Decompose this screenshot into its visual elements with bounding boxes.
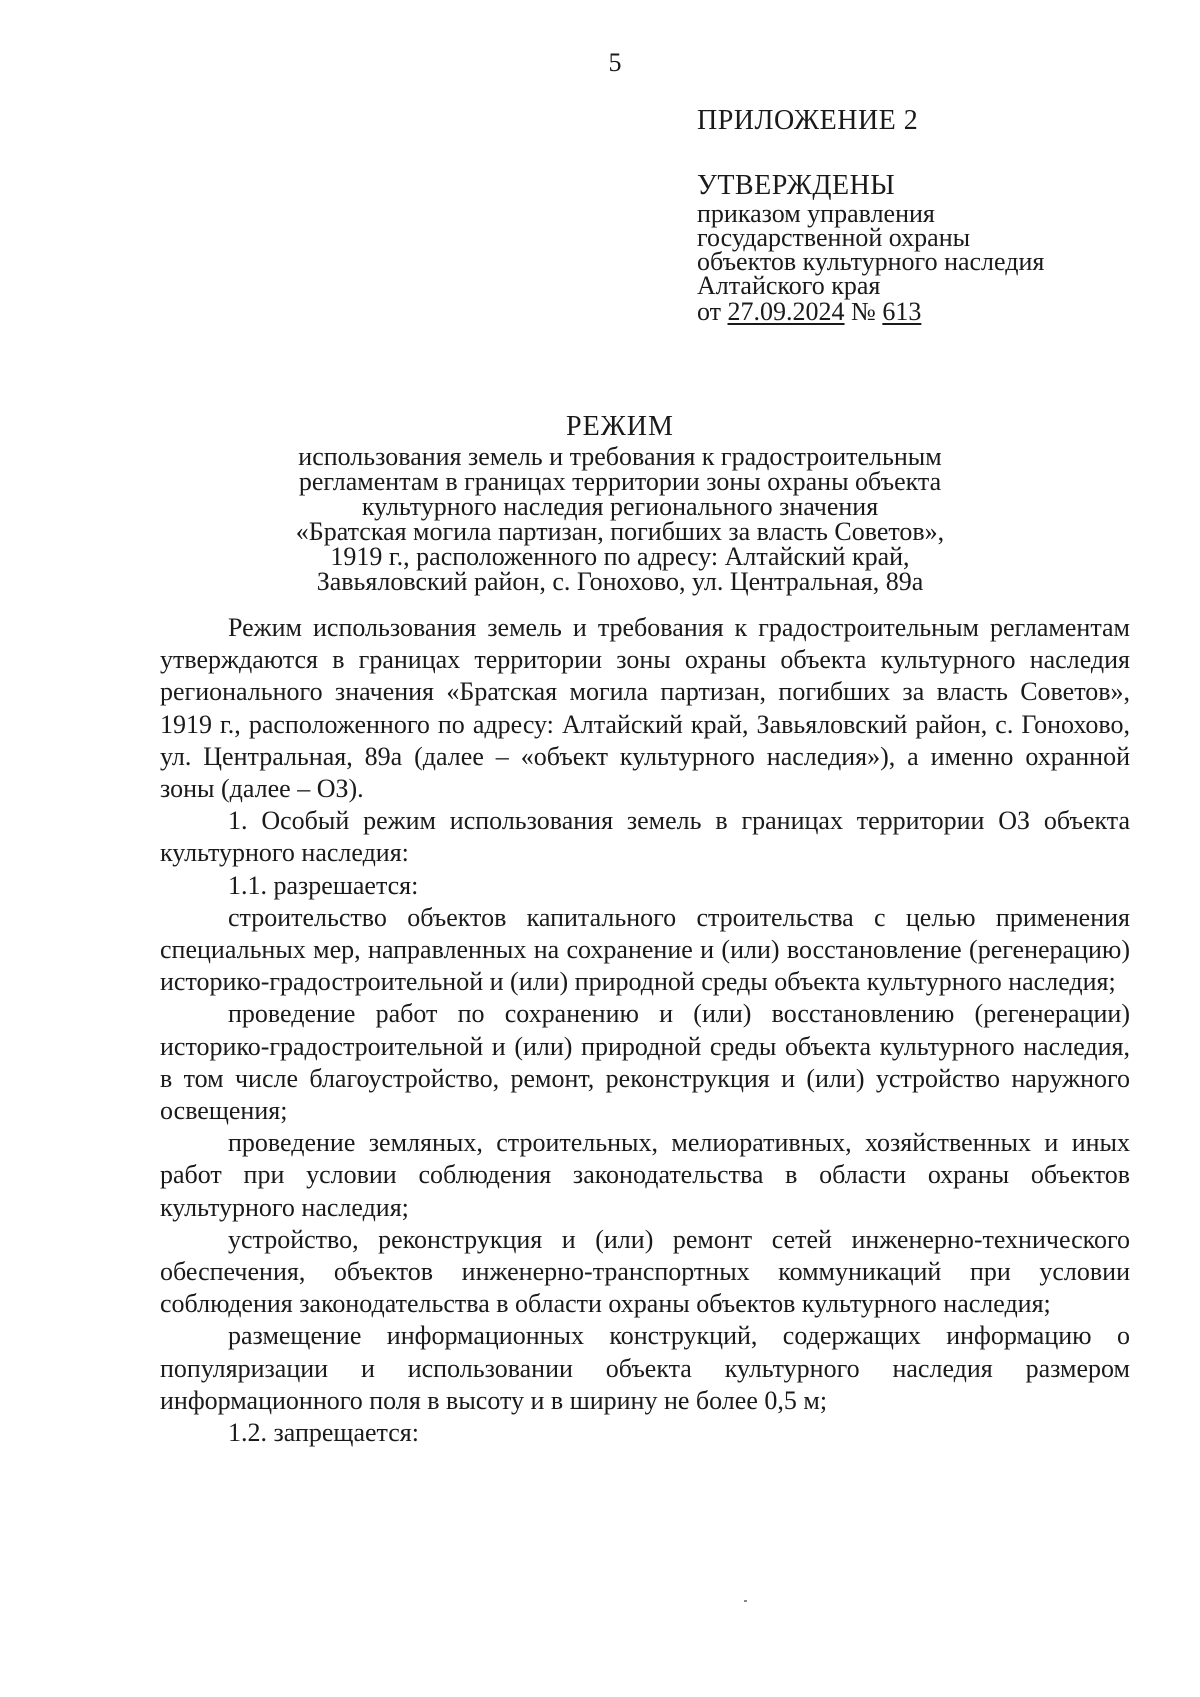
- allowed-item: устройство, реконструкция и (или) ремонт сетей инженерно-технического обеспечения, объектов инженерно-транспортных коммуникаций при условии соблюдения законодательства в области охраны объектов культурного наследия;: [160, 1224, 1130, 1319]
- order-date-line: [697, 298, 1157, 326]
- approved-label: УТВЕРЖДЕНЫ: [697, 170, 896, 201]
- annex-label: ПРИЛОЖЕНИЕ 2: [697, 105, 919, 136]
- title-block: [160, 410, 1080, 594]
- order-date: 27.09.2024: [727, 297, 845, 326]
- number-sign: №: [851, 297, 876, 326]
- page-number: 5: [608, 48, 622, 77]
- item-1-2: 1.2. запрещается:: [228, 1418, 419, 1448]
- title-line: использования земель и требования к градостроительным: [298, 442, 942, 471]
- approval-line: Алтайского края: [697, 271, 881, 300]
- scan-speck: [744, 1600, 747, 1602]
- approval-line: объектов культурного наследия: [697, 247, 1045, 276]
- title-line: Завьяловский район, с. Гонохово, ул. Центральная, 89а: [316, 567, 924, 596]
- intro-paragraph: Режим использования земель и требования к градостроительным регламентам утверждаются в границах территории зоны охраны объекта культурного наследия регионального значения «Братская могила партизан, погибших за власть Советов», 1919 г., расположенного по адресу: Алтайский край, Завьяловский район, с. Гонохово, ул. Центральная, 89а (далее – «объект культурного наследия»), а именно охранной зоны (далее – ОЗ).: [160, 613, 1130, 804]
- allowed-item: проведение земляных, строительных, мелиоративных, хозяйственных и иных работ при условии соблюдения законодательства в области охраны объектов культурного наследия;: [160, 1128, 1130, 1222]
- item-1: 1. Особый режим использования земель в границах территории ОЗ объекта культурного наследия:: [160, 806, 1130, 868]
- document-title: РЕЖИМ: [566, 411, 674, 442]
- date-prefix: от: [697, 297, 722, 326]
- allowed-item: проведение работ по сохранению и (или) восстановлению (регенерации) историко-градостроительной и (или) природной среды объекта культурного наследия, в том числе благоустройство, ремонт, реконструкция и (или) устройство наружного освещения;: [160, 999, 1130, 1126]
- document-body: [160, 612, 1130, 1449]
- title-line: культурного наследия регионального значения: [361, 492, 879, 521]
- allowed-item: размещение информационных конструкций, содержащих информацию о популяризации и использовании объекта культурного наследия размером информационного поля в высоту и в ширину не более 0,5 м;: [160, 1321, 1130, 1415]
- title-line: «Братская могила партизан, погибших за власть Советов»,: [295, 517, 945, 546]
- order-number: 613: [882, 297, 922, 326]
- approval-line: приказом управления: [697, 199, 935, 228]
- item-1-1: 1.1. разрешается:: [228, 870, 419, 900]
- approval-line: государственной охраны: [697, 223, 971, 252]
- allowed-item: строительство объектов капитального строительства с целью применения специальных мер, направленных на сохранение и (или) восстановление (регенерацию) историко-градостроительной и (или) природной среды объекта культурного наследия;: [160, 902, 1130, 997]
- title-line: регламентам в границах территории зоны охраны объекта: [298, 467, 942, 496]
- approval-block: [697, 104, 1157, 326]
- title-line: 1919 г., расположенного по адресу: Алтайский край,: [330, 542, 910, 571]
